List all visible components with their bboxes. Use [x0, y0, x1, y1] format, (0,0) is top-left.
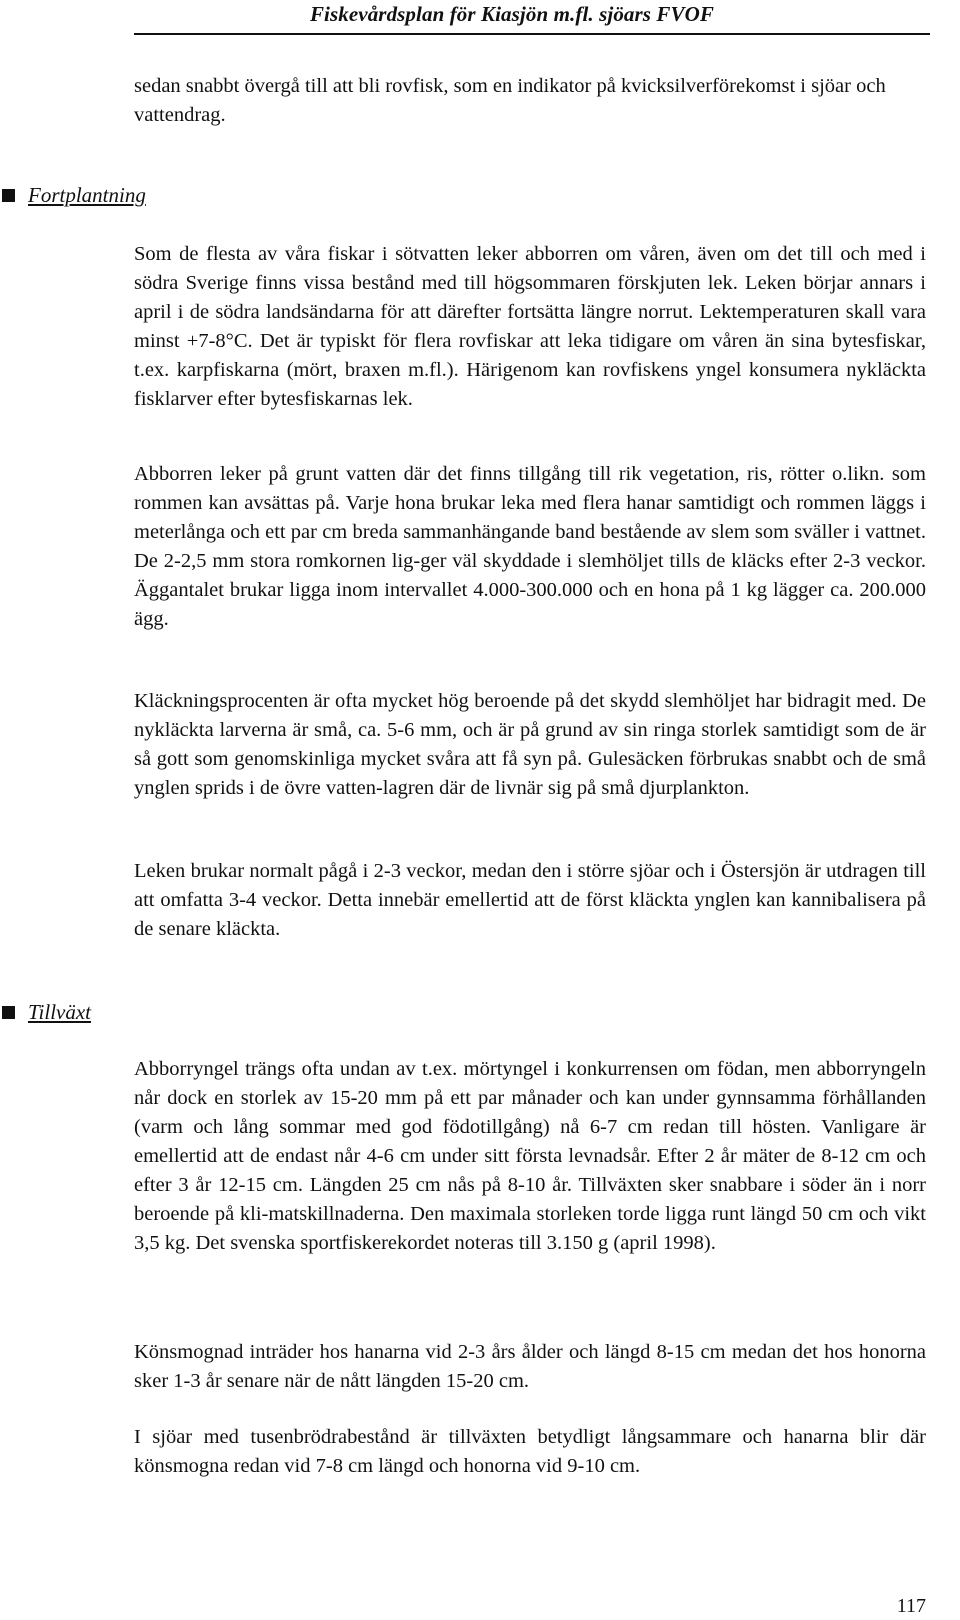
paragraph-tillvaxt-2: Könsmognad inträder hos hanarna vid 2-3 års ålder och längd 8-15 cm medan det hos honorna sker 1-3 år senare när de nått längden 15-20 cm. — [134, 1341, 926, 1392]
square-bullet-icon — [2, 1006, 15, 1019]
paragraph-fortplantning-2: Abborren leker på grunt vatten där det finns tillgång till rik vegetation, ris, rötter o.likn. som rommen kan avsättas på. Varje hona brukar leka med flera hanar samtidigt och rommen läggs i meterlånga och ett par cm breda sammanhängande band bestående av slem som sväller i vattnet. De 2-2,5 mm stora romkornen lig-ger väl skyddade i slemhöljet tills de kläcks efter 2-3 veckor. Äggantalet brukar ligga inom intervallet 4.000-300.000 och en hona på 1 kg lägger ca. 200.000 ägg. — [134, 463, 926, 630]
paragraph-fortplantning-4: Leken brukar normalt pågå i 2-3 veckor, medan den i större sjöar och i Östersjön är utdragen till att omfatta 3-4 veckor. Detta innebär emellertid att de först kläckta ynglen kan kannibalisera på de senare kläckta. — [134, 860, 926, 940]
intro-paragraph: sedan snabbt övergå till att bli rovfisk, som en indikator på kvicksilverförekomst i sjöar och vattendrag. — [134, 75, 886, 126]
running-header: Fiskevårdsplan för Kiasjön m.fl. sjöars FVOF — [309, 2, 714, 26]
paragraph-tillvaxt-3: I sjöar med tusenbrödrabestånd är tillväxten betydligt långsammare och hanarna blir där könsmogna redan vid 7-8 cm längd och honorna vid 9-10 cm. — [134, 1426, 926, 1477]
header-rule — [134, 33, 930, 35]
paragraph-fortplantning-3: Kläckningsprocenten är ofta mycket hög beroende på det skydd slemhöljet har bidragit med. De nykläckta larverna är små, ca. 5-6 mm, och är på grund av sin ringa storlek samtidigt som de är så gott som genomskinliga mycket svåra att få syn på. Gulesäcken förbrukas snabbt och de små ynglen sprids i de övre vatten-lagren där de livnär sig på små djurplankton. — [134, 690, 926, 799]
paragraph-tillvaxt-1: Abborryngel trängs ofta undan av t.ex. mörtyngel i konkurrensen om födan, men abborryngeln når dock en storlek av 15-20 mm på ett par månader och kan under gynnsamma förhållanden (varm och lång sommar med god födotillgång) nå 6-7 cm redan till hösten. Vanligare är emellertid att de endast når 4-6 cm under sitt första levnadsår. Efter 2 år mäter de 8-12 cm och efter 3 år 12-15 cm. Längden 25 cm nås på 8-10 år. Tillväxten sker snabbare i söder än i norr beroende på kli-matskillnaderna. Den maximala storleken torde ligga runt längd 50 cm och vikt 3,5 kg. Det svenska sportfiskerekordet noteras till 3.150 g (april 1998). — [134, 1058, 926, 1254]
section-heading-tillvaxt — [2, 1000, 91, 1025]
section-heading-fortplantning — [2, 183, 146, 208]
section-heading-label: Tillväxt — [28, 1000, 91, 1024]
section-heading-label: Fortplantning — [28, 183, 146, 207]
square-bullet-icon — [2, 189, 15, 202]
page-number: 117 — [896, 1595, 926, 1617]
paragraph-fortplantning-1: Som de flesta av våra fiskar i sötvatten leker abborren om våren, även om det till och med i södra Sverige finns vissa bestånd med till högsommaren förskjuten lek. Leken börjar annars i april i de södra landsändarna för att därefter fortsätta längre norrut. Lektemperaturen skall vara minst +7-8°C. Det är typiskt för flera rovfiskar att leka tidigare om våren än sina bytesfiskar, t.ex. karpfiskarna (mört, braxen m.fl.). Härigenom kan rovfiskens yngel konsumera nykläckta fisklarver efter bytesfiskarnas lek. — [134, 243, 926, 410]
